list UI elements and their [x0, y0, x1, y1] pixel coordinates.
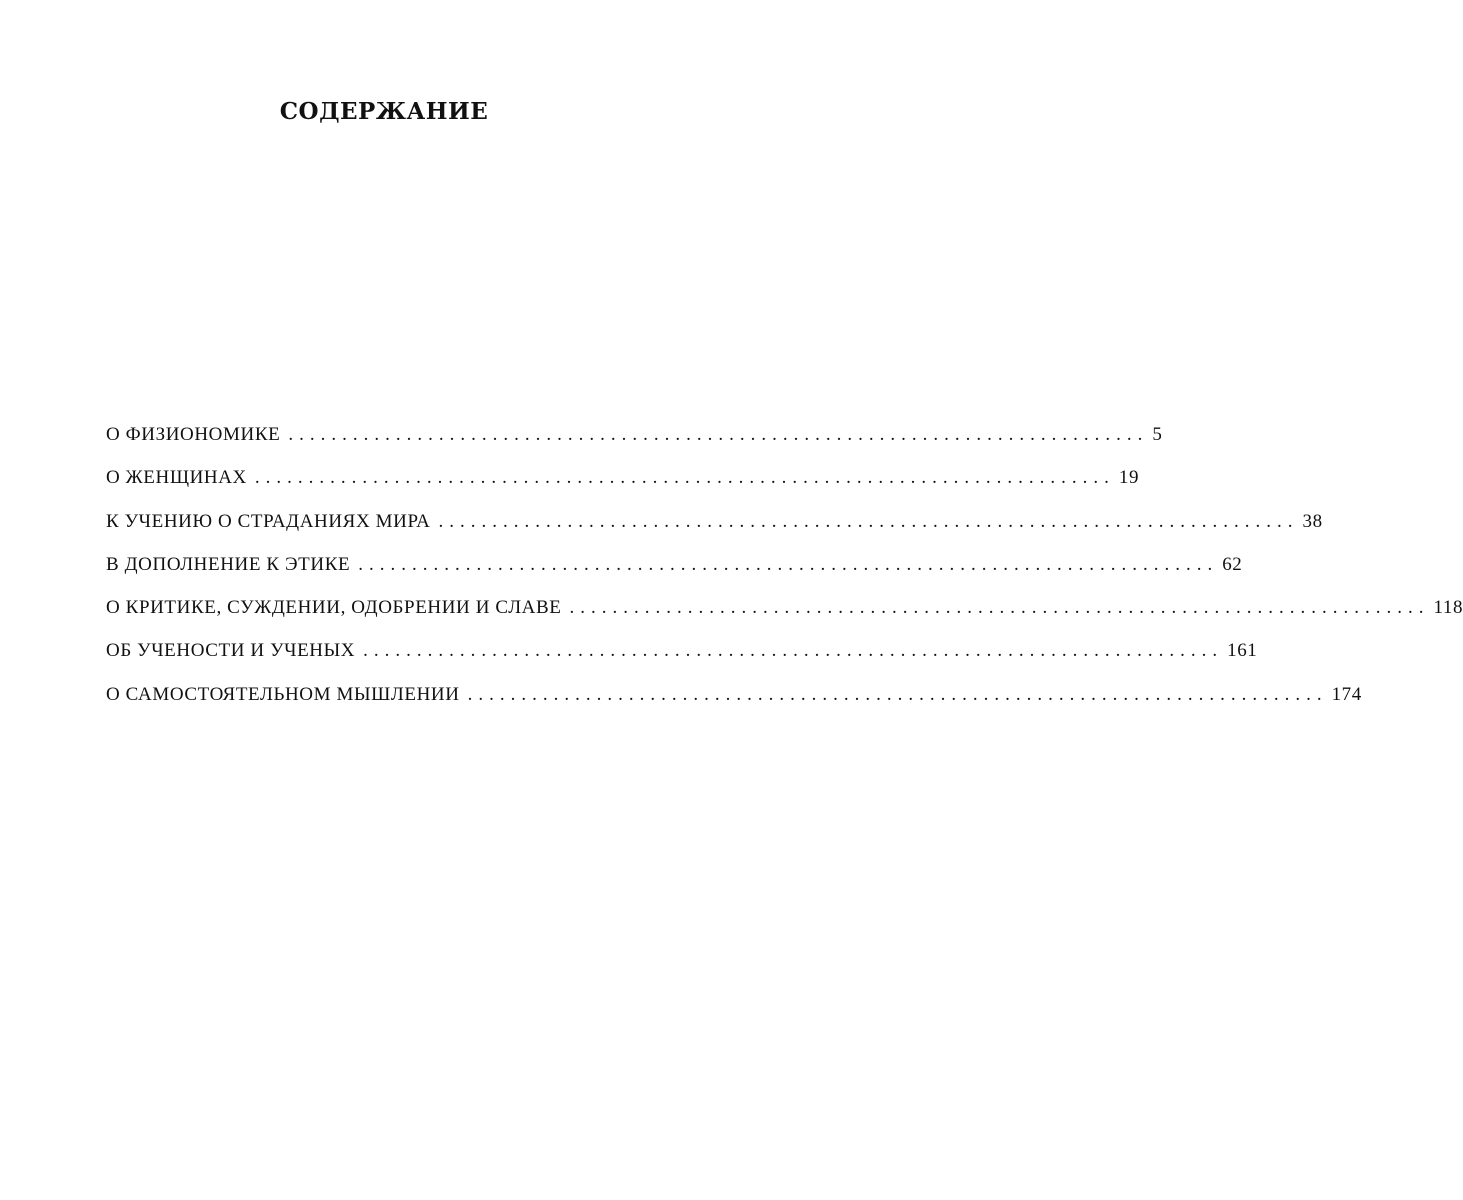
- toc-entry-thinking: [106, 683, 1362, 727]
- toc-leader-dots: ................................................................................: [288, 424, 1149, 445]
- toc-leader-dots: ................................................................................: [438, 510, 1299, 532]
- toc-entry-criticism: [106, 597, 1463, 640]
- toc-entry-page: 174: [1331, 683, 1362, 705]
- toc-entry-women: [106, 467, 1140, 510]
- toc-entry-ethics: [106, 553, 1243, 597]
- toc-entry-title: К УЧЕНИЮ О СТРАДАНИЯХ МИРА: [106, 510, 431, 532]
- toc-entry-page: 161: [1227, 640, 1258, 662]
- toc-entry-page: 118: [1433, 597, 1463, 619]
- toc-entry-physiognomy: [106, 424, 1163, 467]
- toc-leader-dots: ................................................................................: [363, 640, 1224, 662]
- toc-leader-dots: ................................................................................: [569, 597, 1430, 619]
- toc-leader-dots: ................................................................................: [358, 553, 1219, 575]
- page-title: СОДЕРЖАНИЕ: [279, 98, 489, 125]
- toc-entry-title: О ЖЕНЩИНАХ: [106, 467, 247, 489]
- toc-entry-title: О САМОСТОЯТЕЛЬНОМ МЫШЛЕНИИ: [106, 683, 460, 705]
- toc-entry-page: 5: [1152, 424, 1163, 445]
- toc-entry-suffering: [106, 510, 1323, 554]
- toc-entry-page: 38: [1302, 510, 1323, 532]
- toc-entry-title: О ФИЗИОНОМИКЕ: [106, 424, 281, 445]
- toc-leader-dots: ................................................................................: [467, 683, 1328, 705]
- toc-entry-title: ОБ УЧЕНОСТИ И УЧЕНЫХ: [106, 640, 356, 662]
- toc-leader-dots: ................................................................................: [254, 467, 1115, 489]
- toc-entry-scholarship: [106, 640, 1258, 683]
- table-of-contents: [106, 424, 1463, 727]
- toc-entry-page: 19: [1118, 467, 1140, 489]
- toc-entry-title: О КРИТИКЕ, СУЖДЕНИИ, ОДОБРЕНИИ И СЛАВЕ: [106, 597, 562, 619]
- toc-entry-title: В ДОПОЛНЕНИЕ К ЭТИКЕ: [106, 553, 351, 575]
- toc-entry-page: 62: [1222, 553, 1243, 575]
